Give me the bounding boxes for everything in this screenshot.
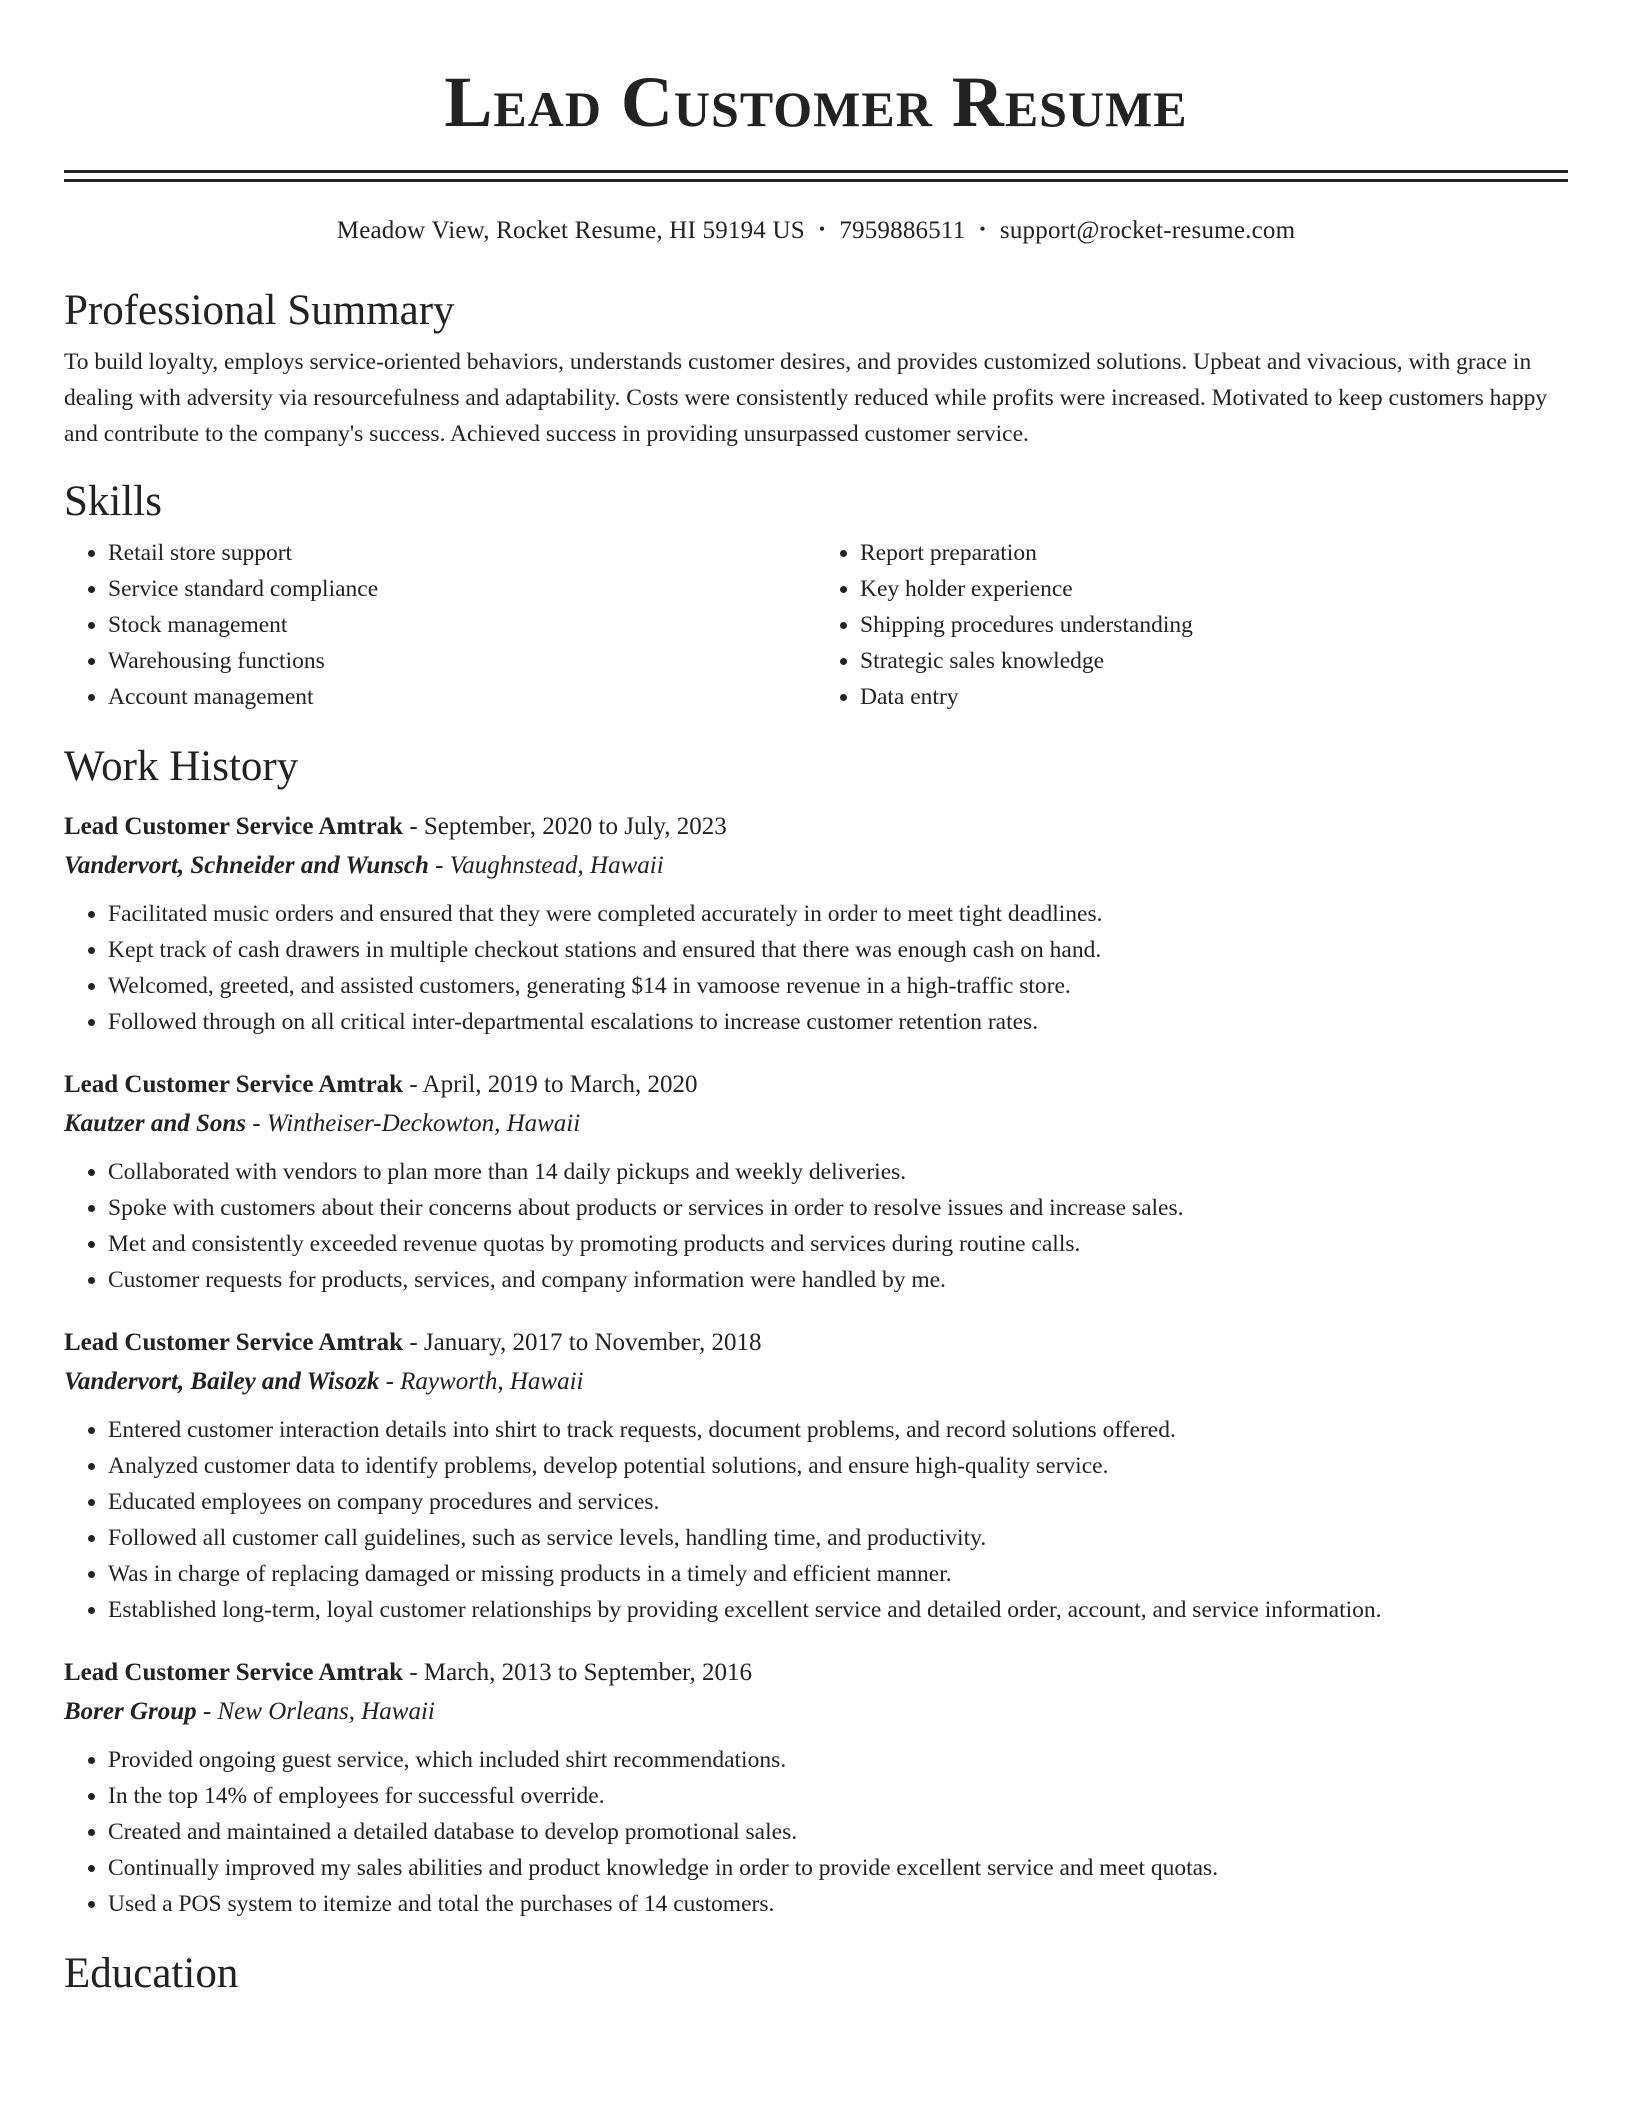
- job-entry: [64, 814, 1568, 1040]
- job-bullet: • Kept track of cash drawers in multiple checkout stations and ensured that there was enough cash on hand.: [108, 932, 1568, 968]
- job-title-line: Lead Customer Service Amtrak - January, 2017 to November, 2018: [64, 1329, 762, 1356]
- job-bullet: • Created and maintained a detailed database to develop promotional sales.: [108, 1814, 1568, 1850]
- job-company: Vandervort, Schneider and Wunsch: [64, 852, 429, 879]
- skills-column-left: [64, 535, 816, 715]
- job-title-line: Lead Customer Service Amtrak - September, 2020 to July, 2023: [64, 813, 727, 840]
- job-bullets: [64, 1154, 1568, 1298]
- contact-phone: 7959886511: [839, 217, 966, 244]
- job-bullets: [64, 896, 1568, 1040]
- job-bullet: • Entered customer interaction details into shirt to track requests, document problems, and record solutions offered.: [108, 1412, 1568, 1448]
- job-bullet: • Collaborated with vendors to plan more than 14 daily pickups and weekly deliveries.: [108, 1154, 1568, 1190]
- job-company-line: Borer Group - New Orleans, Hawaii: [64, 1698, 435, 1725]
- job-title: Lead Customer Service Amtrak: [64, 1659, 404, 1686]
- contact-address: Meadow View, Rocket Resume, HI 59194 US: [336, 217, 805, 244]
- job-company: Borer Group: [64, 1698, 197, 1725]
- job-location: Vaughnstead, Hawaii: [449, 852, 664, 879]
- job-bullet: • Established long-term, loyal customer relationships by providing excellent service and detailed order, account, and service information.: [108, 1592, 1568, 1628]
- job-bullet: • Was in charge of replacing damaged or missing products in a timely and efficient manner.: [108, 1556, 1568, 1592]
- skill-item: • Report preparation: [860, 535, 1568, 571]
- job-bullet: • Followed through on all critical inter-departmental escalations to increase customer retention rates.: [108, 1004, 1568, 1040]
- skill-item: • Data entry: [860, 679, 1568, 715]
- job-title: Lead Customer Service Amtrak: [64, 1071, 404, 1098]
- summary-heading: Professional Summary: [64, 287, 455, 334]
- job-entry: [64, 1660, 1568, 1922]
- summary-text: To build loyalty, employs service-oriented behaviors, understands customer desires, and provides customized solutions. Upbeat and vivacious, with grace in dealing with adversity via resourcefulness and adaptability. Costs were consistently reduced while profits were increased. Motivated to keep customers happy and contribute to the company's success. Achieved success in providing unsurpassed customer service.: [64, 349, 1548, 447]
- skill-item: • Strategic sales knowledge: [860, 643, 1568, 679]
- education-heading: Education: [64, 1950, 239, 1997]
- skill-item: • Shipping procedures understanding: [860, 607, 1568, 643]
- job-bullet: • Met and consistently exceeded revenue quotas by promoting products and services during routine calls.: [108, 1226, 1568, 1262]
- work-history-heading: Work History: [64, 743, 299, 790]
- title-divider-top: [64, 170, 1568, 173]
- job-title: Lead Customer Service Amtrak: [64, 1329, 404, 1356]
- skill-item: • Key holder experience: [860, 571, 1568, 607]
- skill-item: • Retail store support: [108, 535, 816, 571]
- contact-separator: •: [818, 219, 826, 239]
- job-bullet: • In the top 14% of employees for successful override.: [108, 1778, 1568, 1814]
- job-bullets: [64, 1412, 1568, 1628]
- job-company: Vandervort, Bailey and Wisozk: [64, 1368, 380, 1395]
- job-entry: [64, 1072, 1568, 1298]
- resume-title: Lead Customer Resume: [444, 62, 1188, 142]
- skills-column-right: [816, 535, 1568, 715]
- job-dates: September, 2020 to July, 2023: [423, 813, 727, 840]
- skill-item: • Stock management: [108, 607, 816, 643]
- job-title-line: Lead Customer Service Amtrak - April, 2019 to March, 2020: [64, 1071, 698, 1098]
- contact-email: support@rocket-resume.com: [999, 217, 1296, 244]
- title-divider-bottom: [64, 179, 1568, 182]
- skill-item: • Warehousing functions: [108, 643, 816, 679]
- job-bullet: • Educated employees on company procedures and services.: [108, 1484, 1568, 1520]
- job-entry: [64, 1330, 1568, 1628]
- job-bullet: • Used a POS system to itemize and total the purchases of 14 customers.: [108, 1886, 1568, 1922]
- job-location: Rayworth, Hawaii: [400, 1368, 584, 1395]
- job-dates: January, 2017 to November, 2018: [423, 1329, 762, 1356]
- job-dates: April, 2019 to March, 2020: [422, 1071, 698, 1098]
- job-company-line: Vandervort, Schneider and Wunsch - Vaughnstead, Hawaii: [64, 852, 664, 879]
- job-bullet: • Provided ongoing guest service, which included shirt recommendations.: [108, 1742, 1568, 1778]
- job-bullet: • Analyzed customer data to identify problems, develop potential solutions, and ensure high-quality service.: [108, 1448, 1568, 1484]
- contact-separator: •: [979, 219, 986, 239]
- skill-item: • Account management: [108, 679, 816, 715]
- job-title-line: Lead Customer Service Amtrak - March, 2013 to September, 2016: [64, 1659, 752, 1686]
- job-company-line: Kautzer and Sons - Wintheiser-Deckowton, Hawaii: [64, 1110, 581, 1137]
- skill-item: • Service standard compliance: [108, 571, 816, 607]
- job-title: Lead Customer Service Amtrak: [64, 813, 404, 840]
- job-bullet: • Spoke with customers about their concerns about products or services in order to resolve issues and increase sales.: [108, 1190, 1568, 1226]
- job-company: Kautzer and Sons: [64, 1110, 247, 1137]
- job-bullet: • Continually improved my sales abilities and product knowledge in order to provide excellent service and meet quotas.: [108, 1850, 1568, 1886]
- job-bullets: [64, 1742, 1568, 1922]
- contact-line: [64, 218, 1568, 243]
- job-bullet: • Facilitated music orders and ensured that they were completed accurately in order to meet tight deadlines.: [108, 896, 1568, 932]
- job-location: New Orleans, Hawaii: [217, 1698, 435, 1725]
- job-dates: March, 2013 to September, 2016: [423, 1659, 752, 1686]
- job-location: Wintheiser-Deckowton, Hawaii: [266, 1110, 581, 1137]
- skills-list: [64, 535, 1568, 715]
- job-bullet: • Customer requests for products, services, and company information were handled by me.: [108, 1262, 1568, 1298]
- skills-heading: Skills: [64, 478, 162, 525]
- job-bullet: • Followed all customer call guidelines, such as service levels, handling time, and productivity.: [108, 1520, 1568, 1556]
- job-company-line: Vandervort, Bailey and Wisozk - Rayworth, Hawaii: [64, 1368, 584, 1395]
- job-bullet: • Welcomed, greeted, and assisted customers, generating $14 in vamoose revenue in a high-traffic store.: [108, 968, 1568, 1004]
